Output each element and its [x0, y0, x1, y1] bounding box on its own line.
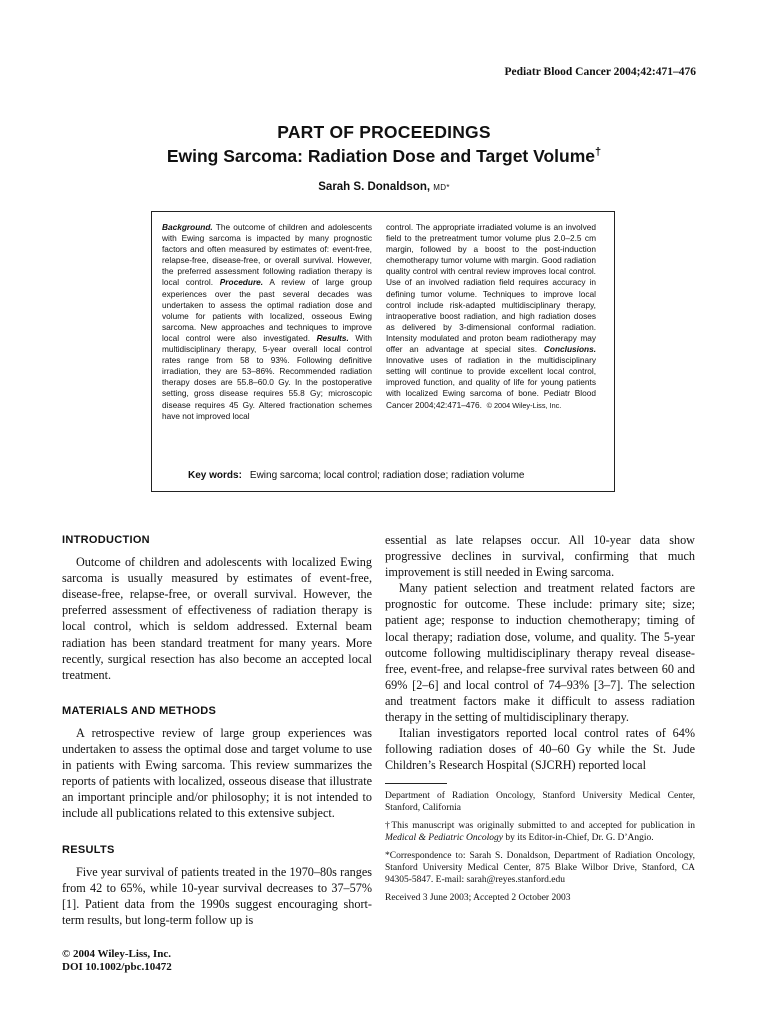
- title-block: [0, 122, 768, 193]
- abstract-heading-conclusions: Conclusions.: [543, 344, 596, 355]
- introduction-paragraph: Outcome of children and adolescents with localized Ewing sarcoma is usually measured by estimates of event-free, disease-free, relapse-free, or overall survival. However, the preferred assessment of effectiveness of radiation therapy is local control, which is seldom addressed. External beam radiation has been standard treatment for many years. More recently, surgical resection has also become an accepted local treatment.: [62, 555, 372, 682]
- paper-title-line2: [0, 146, 768, 167]
- footnote-correspondence: *Correspondence to: Sarah S. Donaldson, Department of Radiation Oncology, Stanford University Medical Center, 875 Blake Wilbor Drive, Stanford, CA 94305-5847. E-mail: sarah@reyes.stanford.edu: [385, 851, 695, 886]
- abstract-text-procedure: A review of large group experiences over the past several decades was undertaken to assess the optimal radiation dose and volume for patients with localized, osseous Ewing sarcoma. New approaches and techniques to improve local control were also investigated.: [162, 277, 372, 343]
- footnote-dagger: [385, 820, 695, 844]
- copyright-block: [62, 948, 172, 974]
- footnote-dagger-journal: Medical & Pediatric Oncology: [385, 833, 503, 844]
- section-heading-methods: MATERIALS AND METHODS: [62, 704, 217, 717]
- abstract-heading-background: Background.: [162, 222, 213, 232]
- abstract-text-continued: control. The appropriate irradiated volume is an involved field to the pretreatment tumor volume plus 2.0–2.5 cm margin, followed by a boost to the post-induction chemotherapy tumor volume with margin. Good radiation quality control with central review improves local control. Use of an involved radiation field requires accuracy in defining tumor volume. Techniques to improve local control include risk-adapted multidisciplinary therapy, intraoperative boost radiation, and high radiation doses as delivered by 3-dimensional conformal radiation. Intensity modulated and proton beam radiotherapy may offer an advantage at special sites.: [386, 222, 596, 355]
- author: [0, 181, 768, 193]
- keywords-text: Ewing sarcoma; local control; radiation dose; radiation volume: [249, 470, 525, 481]
- footnote-affiliation: Department of Radiation Oncology, Stanford University Medical Center, Stanford, California: [385, 791, 695, 814]
- body-right-column: [385, 532, 695, 910]
- author-degree: MD*: [433, 183, 450, 192]
- footnote-dagger-pre: †This manuscript was originally submitted to and accepted for publication in: [385, 821, 695, 832]
- section-gap: [62, 683, 372, 703]
- abstract-copyright: © 2004 Wiley-Liss, Inc.: [486, 400, 562, 410]
- footnote-dagger-post: by its Editor-in-Chief, Dr. G. D’Angio.: [502, 833, 654, 844]
- results-continued-paragraph: essential as late relapses occur. All 10-year data show progressive declines in survival, confirming that much improvement is still needed in Ewing sarcoma.: [385, 533, 695, 580]
- journal-reference: Pediatr Blood Cancer 2004;42:471–476: [504, 66, 696, 78]
- author-name: Sarah S. Donaldson,: [318, 181, 431, 193]
- paper-title-line1: PART OF PROCEEDINGS: [277, 122, 491, 142]
- section-heading-introduction: INTRODUCTION: [62, 534, 150, 546]
- italian-investigators-paragraph: Italian investigators reported local control rates of 64% following radiation doses of 40–60 Gy while the St. Jude Children’s Research Hospital (SJCRH) reported local: [385, 726, 695, 773]
- abstract-text-background: The outcome of children and adolescents with Ewing sarcoma is impacted by many prognostic factors and often measured by estimates of: event-free, relapse-free, disease-free, or overall survival. However, the preferred assessment following radiation therapy is local control.: [162, 222, 372, 288]
- results-paragraph: Five year survival of patients treated in the 1970–80s ranges from 42 to 65%, while 10-year survival decreases to 37–57% [1]. Patient data from the 1990s suggest encouraging short-term results, but long-term follow up is: [62, 864, 372, 927]
- paper-title-text: Ewing Sarcoma: Radiation Dose and Target Volume: [166, 146, 596, 166]
- abstract-heading-procedure: Procedure.: [219, 277, 264, 288]
- footnote-rule: [385, 783, 447, 784]
- footnote-received: Received 3 June 2003; Accepted 2 October 2003: [385, 893, 571, 904]
- keywords: [188, 470, 525, 481]
- section-gap: [62, 822, 372, 842]
- prognostic-factors-paragraph: Many patient selection and treatment related factors are prognostic for outcome. These include: primary site; size; patient age; response to induction chemotherapy; timing of local therapy; radiation dose, volume, and quality. The 5-year outcome following multidisciplinary therapy reveal disease-free, event-free, and relapse-free survival rates between 60 and 69% [2–6] and local control of 74–93% [3–7]. The selection and treatment factors make it difficult to assess radiation therapy in the setting of multidisciplinary therapy.: [385, 581, 695, 725]
- copyright-line: © 2004 Wiley-Liss, Inc.: [62, 948, 171, 960]
- keywords-label: Key words:: [188, 470, 242, 481]
- abstract-box: [151, 211, 615, 492]
- section-heading-results: RESULTS: [62, 843, 115, 856]
- methods-paragraph: A retrospective review of large group experiences was undertaken to assess the optimal dose and target volume to use in patients with Ewing sarcoma. This review summarizes the reports of patients with localized, osseous disease that illustrate an important principle and/or philosophy; it is not intended to include all publications related to this extensive subject.: [62, 725, 372, 821]
- abstract-text-results: With multidisciplinary therapy, 5-year overall local control rates range from 58 to 93%. Following definitive irradiation, they are 53–86%. Recommended radiation therapy doses are 55.8–60.0 Gy. In the postoperative setting, gross disease requires 55.8 Gy; microscopic disease requires 45 Gy. Altered fractionation schemes have not improved local: [162, 332, 372, 421]
- dagger-mark: †: [595, 146, 602, 159]
- abstract-left-column: [162, 222, 372, 422]
- abstract-right-column: [386, 222, 596, 411]
- body-left-column: [62, 532, 372, 928]
- abstract-heading-results: Results.: [316, 332, 349, 343]
- doi-line: DOI 10.1002/pbc.10472: [62, 961, 172, 973]
- abstract-text-conclusions: Innovative uses of radiation in the multidisciplinary setting will continue to provide excellent local control, improved function, and quality of life for young patients with localized Ewing sarcoma of bone. Pediatr Blood Cancer 2004;42:471–476.: [386, 355, 596, 410]
